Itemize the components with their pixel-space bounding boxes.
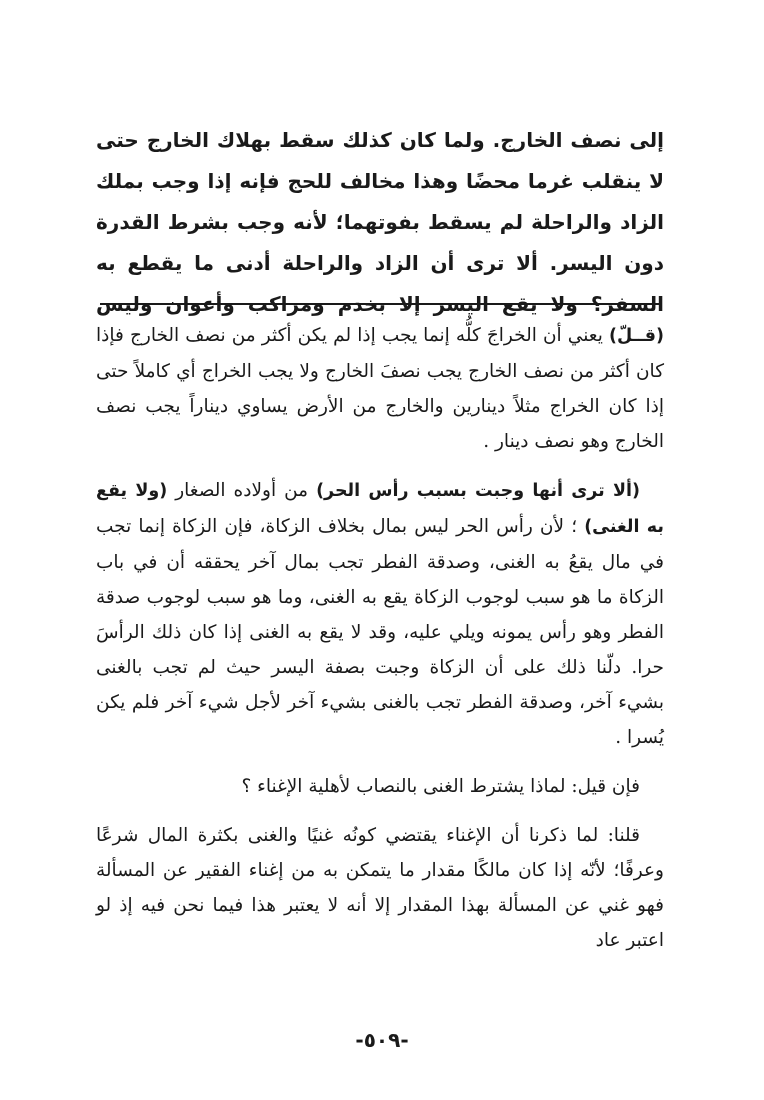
sharh-paragraph-1 xyxy=(96,318,664,459)
separator-line xyxy=(100,303,660,305)
sharh-paragraph-2 xyxy=(96,473,664,755)
sharh-paragraph-2-mid: من أولاده الصغار xyxy=(167,480,317,501)
matn-text-block xyxy=(96,120,664,325)
sharh-paragraph-1-text: يعني أن الخراجَ كلُّه إنما يجب إذا لم يكن أكثر من نصف الخارج فإذا كان أكثر من نصف الخارج يجب نصفَ الخارج ولا يجب الخراج أي كاملاً حتى إذا كان الخراج مثلاً دينارين والخارج من الأرض يساوي ديناراً يجب نصف الخارج وهو نصف دينار . xyxy=(96,325,664,452)
sharh-text-block xyxy=(96,318,664,972)
sharh-paragraph-2-text: ؛ لأن رأس الحر ليس بمال بخلاف الزكاة، فإن الزكاة إنما تجب في مال يقعُ به الغنى، وصدقة الفطر تجب بمال آخر يحققه أن في باب الزكاة ما هو سبب لوجوب الزكاة يقع به الغنى، وما هو سبب لوجوب صدقة الفطر وهو رأس يمونه ويلي عليه، وقد لا يقع به الغنى إذا كان ذلك الرأسَ حرا. دلّنا ذلك على أن الزكاة وجبت بصفة اليسر حيث لم تجب بالغنى بشيء آخر، وصدقة الفطر تجب بالغنى بشيء آخر لأجل شيء آخر فلم يكن يُسرا . xyxy=(96,516,664,748)
page-number: -٥٠٩- xyxy=(355,1028,409,1052)
sharh-paragraph-4: قلنا: لما ذكرنا أن الإغناء يقتضي كونُه غنيًا والغنى بكثرة المال شرعًا وعرفًا؛ لأنّه إذا كان مالكًا مقدار ما يتمكن به من إغناء الفقير عن المسألة فهو غني عن المسألة بهذا المقدار إلا أنه لا يعتبر هذا فيما نحن فيه إذ لو اعتبر عاد xyxy=(96,825,664,951)
sharh-paragraph-3: فإن قيل: لماذا يشترط الغنى بالنصاب لأهلية الإغناء ؟ xyxy=(241,776,640,797)
sharh-label: (قــلّ) xyxy=(608,326,664,346)
matn-paragraph: إلى نصف الخارج. ولما كان كذلك سقط بهلاك الخارج حتى لا ينقلب غرما محضًا وهذا مخالف للحج فإنه إذا وجب بملك الزاد والراحلة لم يسقط بفوتهما؛ لأنه وجب بشرط القدرة دون اليسر. ألا ترى أن الزاد والراحلة أدنى ما يقطع به السفر؟ ولا يقع اليسر إلا بخدم ومراكب وأعوان وليس xyxy=(96,128,664,316)
matn-quote: (ألا ترى أنها وجبت بسبب رأس الحر) xyxy=(316,481,640,501)
matn-quote-2: (ولا يقع به الغنى) xyxy=(96,481,664,537)
